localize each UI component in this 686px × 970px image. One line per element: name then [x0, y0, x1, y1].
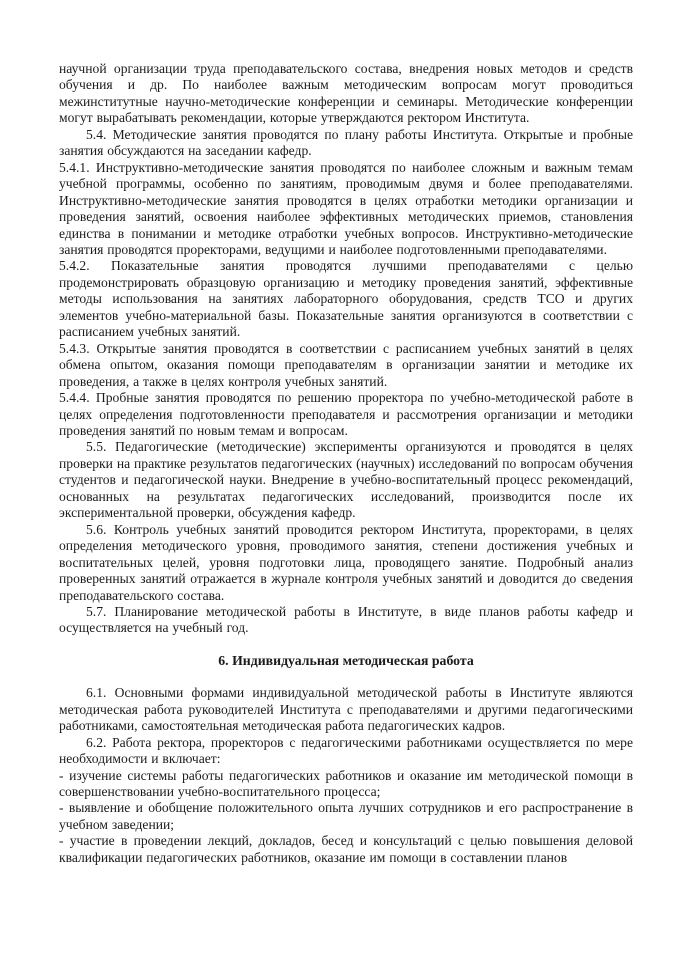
- paragraph: 5.4.1. Инструктивно-методические занятия проводятся по наиболее сложным и важным темам учебной программы, особенно по занятиям, проводимым двумя и более преподавателями. Инструктивно-методические занятия проводятся в целях отработки методики организации и проведения занятий, освоения наиболее эффективных методических приемов, становления единства в понимании и методике отработки учебных вопросов. Инструктивно-методические занятия проводятся проректорами, ведущими и наиболее подготовленными преподавателями.: [59, 159, 633, 257]
- paragraph: 5.4.3. Открытые занятия проводятся в соответствии с расписанием учебных занятий в целях обмена опытом, оказания помощи преподавателям в организации занятии и методике их проведения, а также в целях контроля учебных занятий.: [59, 340, 633, 389]
- list-item: - участие в проведении лекций, докладов, бесед и консультаций с целью повышения деловой квалификации педагогических работников, оказание им помощи в составлении планов: [59, 833, 633, 865]
- list-item: - изучение системы работы педагогических работников и оказание им методической помощи в совершенствовании учебно-воспитательного процесса;: [59, 767, 633, 800]
- paragraph: 5.4.4. Пробные занятия проводятся по решению проректора по учебно-методической работе в целях определения подготовленности преподавателя и рассмотрения организации и методики проведения занятий по новым темам и вопросам.: [59, 390, 633, 438]
- paragraph: научной организации труда преподавательского состава, внедрения новых методов и средств обучения и др. По наиболее важным методическим вопросам могут проводиться межинститутные научно-методические конференции и семинары. Методические конференции могут вырабатывать рекомендации, которые утверждаются ректором Института.: [59, 61, 633, 126]
- document-content: [59, 61, 633, 866]
- paragraph: 5.5. Педагогические (методические) эксперименты организуются и проводятся в целях проверки на практике результатов педагогических (научных) исследований по вопросам обучения студентов и педагогической науки. Внедрение в учебно-воспитательный процесс рекомендаций, основанных на результатах педагогических исследований, производится после их экспериментальной проверки, обсуждения кафедр.: [59, 439, 633, 521]
- section-heading: 6. Индивидуальная методическая работа: [218, 652, 474, 668]
- paragraph: 5.4.2. Показательные занятия проводятся лучшими преподавателями с целью продемонстрировать образцовую организацию и методику проведения занятий, эффективные методы использования на занятиях лабораторного оборудования, средств ТСО и других элементов учебно-материальной базы. Показательные занятия организуются в соответствии с расписанием учебных занятий.: [59, 258, 633, 340]
- paragraph: 5.7. Планирование методической работы в Институте, в виде планов работы кафедр и осуществляется на учебный год.: [59, 603, 633, 636]
- list-item: - выявление и обобщение положительного опыта лучших сотрудников и его распространение в учебном заведении;: [59, 800, 633, 832]
- paragraph: 6.1. Основными формами индивидуальной методической работы в Институте являются методическая работа руководителей Института с преподавателями и другими педагогическими работниками, самостоятельная методическая работа педагогических кадров.: [59, 685, 633, 734]
- paragraph: 5.4. Методические занятия проводятся по плану работы Института. Открытые и пробные занятия обсуждаются на заседании кафедр.: [59, 126, 633, 159]
- paragraph: 6.2. Работа ректора, проректоров с педагогическими работниками осуществляется по мере необходимости и включает:: [59, 734, 633, 767]
- paragraph: 5.6. Контроль учебных занятий проводится ректором Института, проректорами, в целях определения методического уровня, проводимого занятия, степени достижения учебных и воспитательных целей, уровня подготовки лица, проводящего занятие. Подробный анализ проверенных занятий отражается в журнале контроля учебных занятий и доводится до сведения преподавательского состава.: [59, 521, 633, 603]
